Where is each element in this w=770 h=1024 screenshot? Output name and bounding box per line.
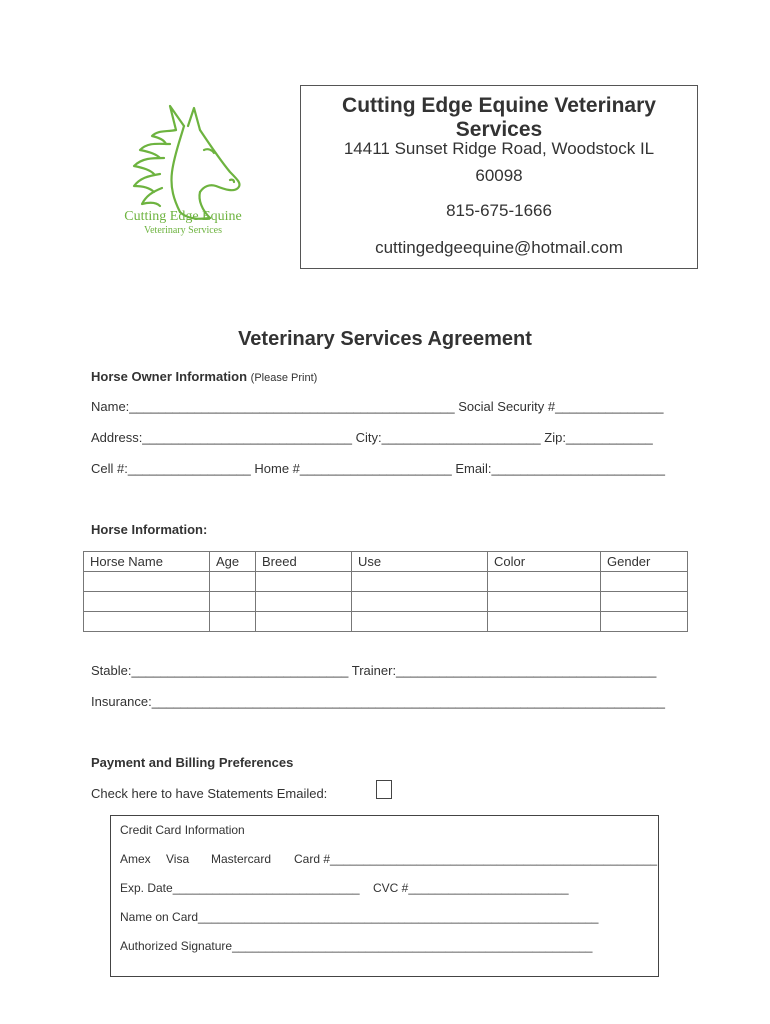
email-statements-checkbox[interactable] [376, 780, 392, 799]
owner-heading-note: (Please Print) [250, 372, 318, 384]
table-row [84, 592, 688, 612]
column-header: Breed [256, 552, 352, 572]
owner-address-field[interactable]: Address:_____________________________ City:______________________ Zip:____________ [91, 430, 653, 445]
amex-option[interactable]: Amex [120, 852, 151, 866]
table-cell[interactable] [601, 572, 688, 592]
payment-heading: Payment and Billing Preferences [91, 755, 294, 770]
table-cell[interactable] [256, 572, 352, 592]
exp-date-field[interactable]: Exp. Date____________________________ [120, 881, 360, 895]
column-header: Use [352, 552, 488, 572]
credit-card-heading: Credit Card Information [120, 823, 245, 837]
table-cell[interactable] [601, 612, 688, 632]
company-phone: 815-675-1666 [446, 201, 552, 220]
column-header: Gender [601, 552, 688, 572]
owner-heading: Horse Owner Information [91, 369, 248, 384]
table-row [84, 612, 688, 632]
document-title: Veterinary Services Agreement [238, 328, 532, 350]
table-cell[interactable] [210, 572, 256, 592]
horse-table [83, 551, 688, 632]
table-cell[interactable] [84, 612, 210, 632]
table-cell[interactable] [210, 592, 256, 612]
table-cell[interactable] [601, 592, 688, 612]
company-header-box [300, 85, 698, 269]
company-name: Cutting Edge Equine Veterinary Services [342, 94, 656, 141]
credit-card-box [110, 815, 659, 977]
logo-subtitle: Veterinary Services [143, 225, 223, 236]
owner-section-heading [91, 369, 317, 384]
signature-field[interactable]: Authorized Signature______________________________________________________ [120, 939, 593, 953]
insurance-field[interactable]: Insurance:_______________________________________________________________________ [91, 694, 666, 709]
table-cell[interactable] [84, 572, 210, 592]
table-cell[interactable] [488, 592, 601, 612]
table-row [84, 572, 688, 592]
column-header: Color [488, 552, 601, 572]
logo-name: Cutting Edge Equine [124, 209, 242, 224]
table-cell[interactable] [256, 612, 352, 632]
visa-option[interactable]: Visa [166, 852, 190, 866]
table-cell[interactable] [352, 592, 488, 612]
company-address: 14411 Sunset Ridge Road, Woodstock IL 60098 [343, 139, 655, 185]
horse-heading: Horse Information: [91, 522, 208, 537]
cvc-field[interactable]: CVC #________________________ [373, 881, 569, 895]
email-statements-label: Check here to have Statements Emailed: [91, 786, 328, 801]
column-header: Horse Name [84, 552, 210, 572]
table-cell[interactable] [352, 612, 488, 632]
name-on-card-field[interactable]: Name on Card____________________________________________________________ [120, 910, 599, 924]
column-header: Age [210, 552, 256, 572]
owner-phone-field[interactable]: Cell #:_________________ Home #_____________________ Email:________________________ [91, 461, 665, 476]
owner-name-field[interactable]: Name:_____________________________________________ Social Security #_______________ [91, 399, 664, 414]
table-cell[interactable] [210, 612, 256, 632]
table-cell[interactable] [84, 592, 210, 612]
table-cell[interactable] [256, 592, 352, 612]
table-cell[interactable] [352, 572, 488, 592]
horse-table-header [84, 552, 688, 572]
company-email: cuttingedgeequine@hotmail.com [375, 238, 623, 257]
table-cell[interactable] [488, 572, 601, 592]
mastercard-option[interactable]: Mastercard [211, 852, 272, 866]
table-cell[interactable] [488, 612, 601, 632]
card-number-field[interactable]: Card #_________________________________________________ [294, 852, 658, 866]
stable-trainer-field[interactable]: Stable:______________________________ Trainer:____________________________________ [91, 663, 657, 678]
